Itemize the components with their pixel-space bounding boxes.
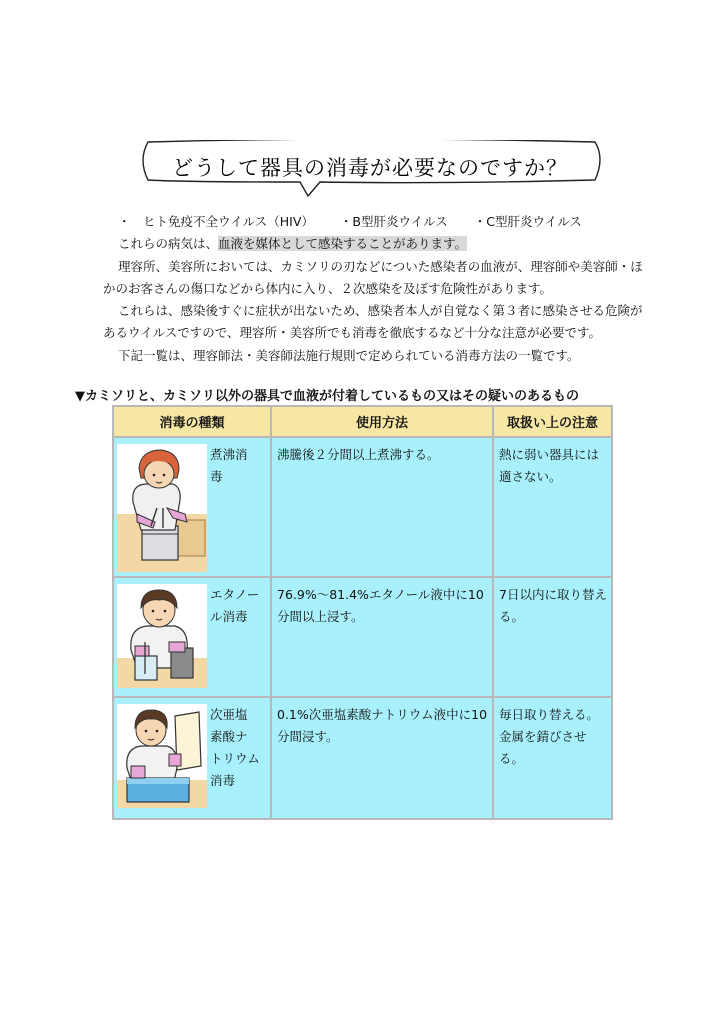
header-type: 消毒の種類: [113, 406, 271, 437]
intro-text: [100, 211, 643, 367]
table-header-row: [113, 406, 612, 437]
type-name: 次亜塩 素酸ナ トリウム 消毒: [210, 707, 260, 788]
note-cell: 7日以内に取り替える。: [493, 577, 612, 697]
note-cell: 毎日取り替える。金属を錆びさせる。: [493, 697, 612, 819]
intro-line-6: あるウイルスですので、理容所・美容所でも消毒を徹底するなど十分な注意が必要です。: [103, 325, 602, 341]
type-cell: [113, 577, 271, 697]
method-cell: 沸騰後２分間以上煮沸する。: [271, 437, 493, 577]
virus-list: [100, 211, 630, 233]
section-heading: ▼カミソリと、カミソリ以外の器具で血液が付着しているもの又はその疑いのあるもの: [75, 389, 579, 404]
intro-line-2: [100, 233, 630, 255]
type-cell: [113, 437, 271, 577]
method-cell: 76.9%～81.4%エタノール液中に10分間以上浸す。: [271, 577, 493, 697]
intro-line-4: かのお客さんの傷口などから体内に入り、２次感染を及ぼす危険性があります。: [103, 280, 553, 296]
table-row: [113, 697, 612, 819]
virus-hiv: ・ ヒト免疫不全ウイルス（HIV）: [118, 214, 314, 229]
note-cell: 熱に弱い器具には適さない。: [493, 437, 612, 577]
virus-hbv: ・B型肝炎ウイルス: [339, 214, 448, 229]
ethanol-illustration: [117, 584, 207, 691]
header-note: 取扱い上の注意: [493, 406, 612, 437]
table-row: [113, 577, 612, 697]
table-row: [113, 437, 612, 577]
page-title: どうして器具の消毒が必要なのですか？: [172, 156, 568, 180]
intro-line-7: 下記一覧は、理容師法・美容師法施行規則で定められている消毒方法の一覧です。: [118, 347, 580, 363]
header-method: 使用方法: [271, 406, 493, 437]
method-cell: 0.1%次亜塩素酸ナトリウム液中に10分間浸す。: [271, 697, 493, 819]
disinfection-table: [112, 405, 613, 820]
type-cell: [113, 697, 271, 819]
hypochlorite-illustration: [117, 704, 207, 811]
boiling-illustration: [117, 444, 207, 575]
title-bubble: [140, 140, 610, 195]
intro-line-3: 理容所、美容所においては、カミソリの刃などについた感染者の血液が、理容師や美容師・ほ: [118, 258, 643, 274]
intro-line-2-prefix: これらの病気は、: [118, 236, 219, 252]
type-name: エタノー ル消毒: [210, 587, 260, 624]
type-name: 煮沸消 毒: [210, 447, 248, 484]
highlighted-text: 血液を媒体として感染することがあります。: [218, 236, 468, 252]
intro-line-5: これらは、感染後すぐに症状が出ないため、感染者本人が自覚なく第３者に感染させる危険が: [118, 303, 643, 319]
virus-hcv: ・C型肝炎ウイルス: [473, 214, 582, 229]
